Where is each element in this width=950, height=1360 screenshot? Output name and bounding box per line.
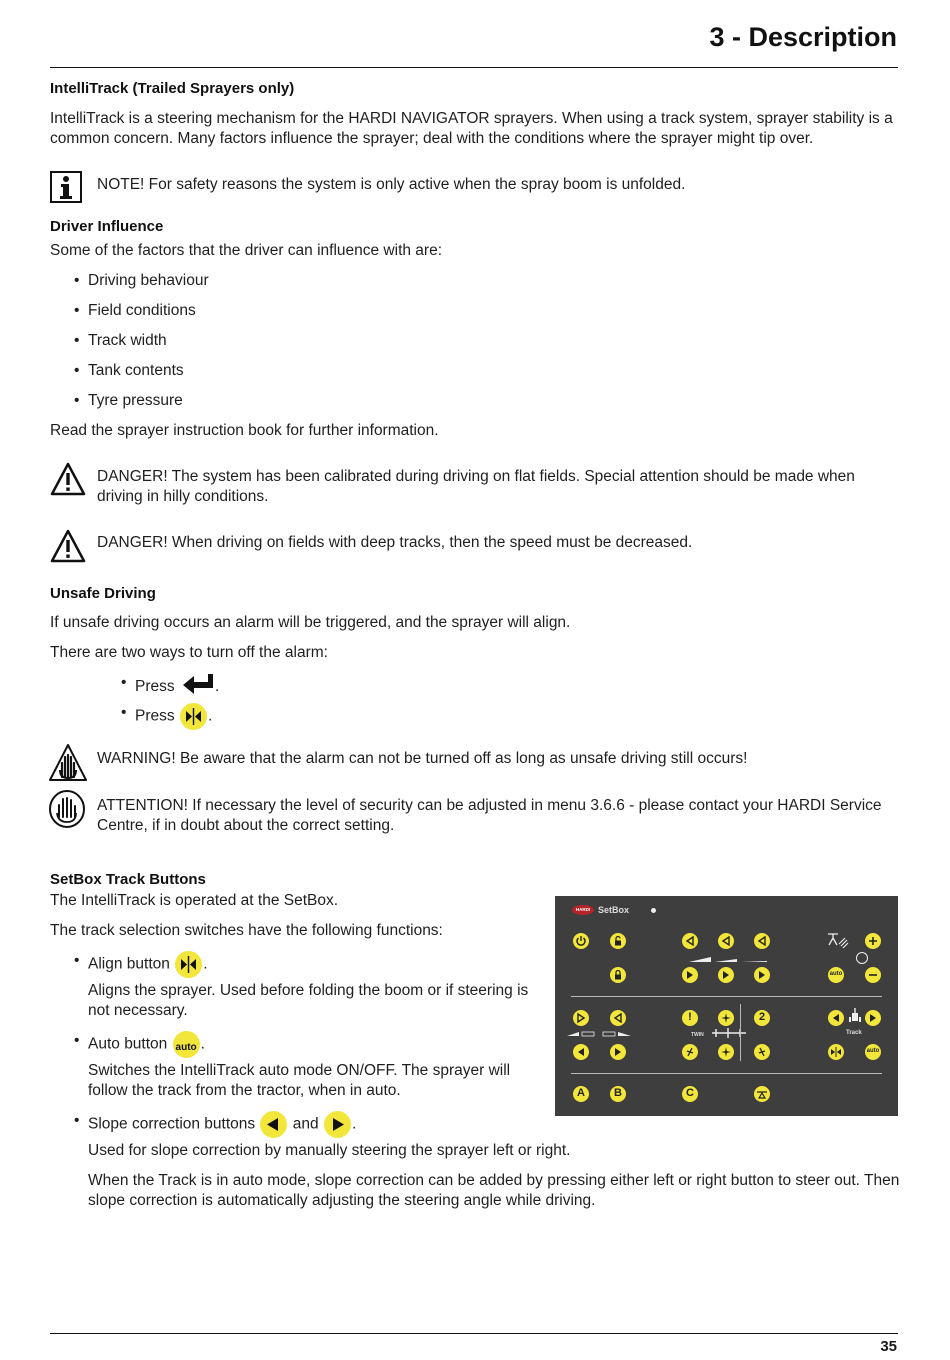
slope-left-icon [260, 1111, 287, 1138]
unlock-icon [610, 933, 626, 949]
list-item: • Press . [135, 673, 219, 701]
slope-left-icon [828, 1010, 844, 1026]
right-arrow-icon [682, 967, 698, 983]
auto-icon: auto [865, 1044, 881, 1060]
driver-influence-intro: Some of the factors that the driver can influence with are: [50, 242, 443, 259]
boom-height-indicator [689, 954, 769, 964]
nozzle-off-icon [682, 1044, 698, 1060]
slope-description-1: Used for slope correction by manually steering the sprayer left or right. [88, 1142, 571, 1159]
note-text: NOTE! For safety reasons the system is only active when the spray boom is unfolded. [97, 176, 686, 193]
setbox-p1: The IntelliTrack is operated at the SetBox. [50, 892, 339, 909]
fold-icon [754, 1086, 770, 1102]
driver-influence-outro: Read the sprayer instruction book for further information. [50, 422, 439, 439]
sprayer-nozzle-icon [825, 930, 849, 950]
right-arrow-icon [754, 967, 770, 983]
warning-text: WARNING! Be aware that the alarm can not be turned off as long as unsafe driving still occurs! [97, 750, 748, 767]
warning-hand-icon [48, 743, 88, 783]
align-icon [175, 951, 202, 978]
section-title-unsafe-driving: Unsafe Driving [50, 585, 156, 602]
unsafe-driving-p1: If unsafe driving occurs an alarm will be triggered, and the sprayer will align. [50, 614, 571, 631]
setbox-panel [555, 896, 898, 1116]
align-description: Aligns the sprayer. Used before folding the boom or if steering is not necessary. [88, 982, 529, 1019]
section-title-setbox: SetBox Track Buttons [50, 871, 206, 888]
page-number: 35 [880, 1338, 897, 1355]
left-arrow-icon [573, 1044, 589, 1060]
number-2-icon: 2 [754, 1010, 770, 1026]
auto-icon: auto [828, 967, 844, 983]
alarm-icon: ! [682, 1010, 698, 1026]
panel-divider [571, 1073, 882, 1074]
lock-icon [610, 967, 626, 983]
intellitrack-intro: IntelliTrack is a steering mechanism for the HARDI NAVIGATOR sprayers. When using a track system, sprayer stability is a common concern. Many factors influence the sprayer; deal with the conditions where the sprayer might tip over. [50, 110, 893, 147]
chapter-title: 3 - Description [709, 22, 897, 52]
left-arrow-outline-icon [718, 933, 734, 949]
list-item: • Align button . [88, 951, 208, 978]
panel-divider-vertical [740, 1004, 741, 1061]
setbox-p2: The track selection switches have the following functions: [50, 922, 443, 939]
setbox-brand: SetBox [598, 905, 630, 915]
left-arrow-outline-icon [754, 933, 770, 949]
slope-description-2: When the Track is in auto mode, slope correction can be added by pressing either left or right button to steer out. Then slope correction is automatically adjusting the steering angle while driving. [88, 1172, 900, 1209]
left-arrow-outline-icon [610, 1010, 626, 1026]
danger-icon [50, 529, 86, 563]
enter-key-icon [181, 673, 215, 701]
danger-text-1: DANGER! The system has been calibrated during driving on flat fields. Special attention should be made when driving in hilly conditions. [97, 468, 855, 505]
list-item: • Press . [135, 703, 212, 730]
power-icon [573, 933, 589, 949]
danger-icon [50, 462, 86, 496]
button-b: B [610, 1086, 626, 1102]
auto-description: Switches the IntelliTrack auto mode ON/OFF. The sprayer will follow the track from the tractor, when in auto. [88, 1062, 511, 1099]
attention-hand-icon [48, 789, 86, 829]
left-arrow-outline-icon [682, 933, 698, 949]
twin-label: TWIN [691, 1032, 704, 1038]
right-arrow-icon [718, 967, 734, 983]
align-icon [828, 1044, 844, 1060]
footer-rule [50, 1333, 898, 1334]
header-rule [50, 67, 898, 68]
track-label: Track [846, 1030, 862, 1036]
nozzle-off-icon [754, 1044, 770, 1060]
align-icon [180, 703, 207, 730]
danger-text-2: DANGER! When driving on fields with deep tracks, then the speed must be decreased. [97, 534, 693, 551]
list-item: • Tyre pressure [74, 392, 183, 409]
list-item: • Driving behaviour [74, 272, 209, 289]
info-icon [50, 171, 82, 203]
button-a: A [573, 1086, 589, 1102]
section-title-driver-influence: Driver Influence [50, 218, 164, 235]
right-arrow-outline-icon [573, 1010, 589, 1026]
list-item: • Track width [74, 332, 167, 349]
list-item: • Auto button auto . [88, 1031, 205, 1058]
timer-icon [856, 952, 868, 964]
fan-icon [718, 1044, 734, 1060]
auto-icon: auto [173, 1031, 200, 1058]
slope-right-icon [865, 1010, 881, 1026]
attention-text: ATTENTION! If necessary the level of security can be adjusted in menu 3.6.6 - please contact your HARDI Service Centre, if in doubt about the correct setting. [97, 797, 882, 834]
list-item: • Field conditions [74, 302, 196, 319]
twin-sprayer-icon [710, 1026, 750, 1040]
unsafe-driving-p2: There are two ways to turn off the alarm: [50, 644, 328, 661]
right-arrow-icon [610, 1044, 626, 1060]
plus-icon [865, 933, 881, 949]
power-led [651, 908, 656, 913]
list-item: • Tank contents [74, 362, 184, 379]
boom-tilt-indicator [567, 1028, 633, 1038]
minus-icon [865, 967, 881, 983]
slope-right-icon [324, 1111, 351, 1138]
section-title-intellitrack: IntelliTrack (Trailed Sprayers only) [50, 80, 295, 97]
button-c: C [682, 1086, 698, 1102]
panel-divider [571, 996, 882, 997]
list-item: • Slope correction buttons and . [88, 1111, 356, 1138]
hardi-logo: HARDI [572, 905, 594, 915]
fan-icon [718, 1010, 734, 1026]
track-trailer-icon [848, 1007, 862, 1025]
